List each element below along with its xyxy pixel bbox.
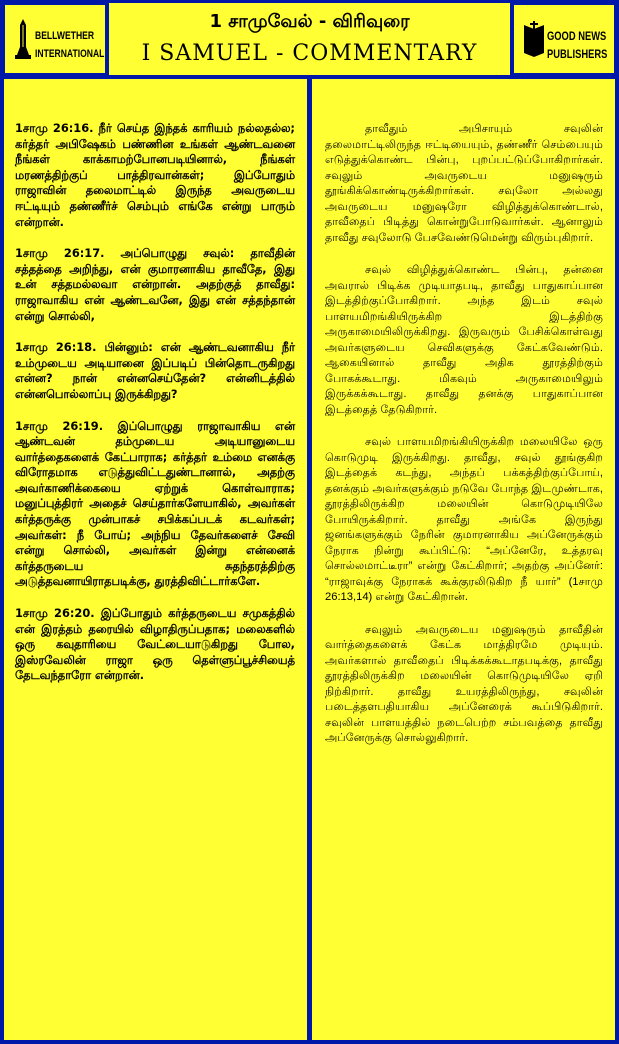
verse-paragraph: 1சாமு 26:20. இப்போதும் கர்த்தருடைய சமுகத்தில் என் இரத்தம் தரையில் விழாதிருப்பதாக; மலைகளில் ஒரு கவுதாரியை வேட்டையாடுகிறது போல, இஸ்ரவேலின் ராஜா ஒரு தெள்ளுப்பூச்சியைத் தேடவந்தாரோ என்றான்.: [15, 606, 295, 683]
verse-paragraph: 1சாமு 26:18. பின்னும்: என் ஆண்டவனாகிய நீர் உம்முடைய அடியானை இப்படிப் பின்தொடருகிறது என்ன? நான் என்னசெய்தேன்? என்னிடத்தில் என்னபொல்லாப்பு இருக்கிறது?: [15, 340, 295, 401]
good-news-line1: GOOD NEWS: [547, 29, 607, 43]
bellwether-logo: [3, 3, 107, 75]
page-title-tamil: 1 சாமுவேல் - விரிவுரை: [209, 11, 410, 32]
bellwether-line2: INTERNATIONAL: [35, 48, 105, 60]
commentary-paragraph: தாவீதும் அபிசாயும் சவுலின் தலைமாட்டிலிருந்த ஈட்டியையும், தண்ணீர் செம்பையும் எடுத்துக்கொண்ட பின்பு, புறப்பட்டுப்போகிறார்கள். சவுலும் அவருடைய மனுஷரும் தூங்கிக்கொண்டிருக்கிறார்கள். சவுலோ அல்லது அவருடைய மனுஷரோ விழித்துக்கொண்டால், தாவீதைப் பிடித்து கொன்றுபோடுவார்கள். ஆனாலும் தாவீது சவுலோடு பேசவேண்டுமென்று விரும்புகிறார்.: [325, 123, 603, 244]
header: [3, 3, 616, 75]
book-icon: [522, 19, 546, 59]
bellwether-line1: BELLWETHER: [35, 30, 95, 42]
title-box: [109, 3, 510, 75]
verse-paragraph: 1சாமு 26:19. இப்பொழுது ராஜாவாகிய என் ஆண்டவன் தம்முடைய அடியானுடைய வார்த்தைகளைக் கேட்பாராக; கர்த்தர் உம்மை எனக்கு விரோதமாக எடுத்துவிட்டதுண்டானால், அதற்கு அவர்காணிக்கையை ஏற்றுக் கொள்வாராக; மனுப்புத்திரர் அதைச் செய்தார்களேயாகில், அவர்கள் கர்த்தருக்கு முன்பாகச் சபிக்கப்படக் கடவர்கள்; அவர்கள்: நீ போய்; அந்நிய தேவர்களைச் சேவி என்று சொல்லி, அவர்கள் இன்று என்னைக் கர்த்தருடைய சுதந்தரத்திற்கு அடுத்தவனாயிராதபடிக்கு, துரத்திவிட்டார்களே.: [15, 418, 295, 589]
verse-paragraph: 1சாமு 26:16. நீர் செய்த இந்தக் காரியம் நல்லதல்ல; கர்த்தர் அபிஷேகம் பண்ணின உங்கள் ஆண்டவனை நீங்கள் காக்காமற்போனபடியினால், நீங்கள் மரணத்திற்குப் பாத்திரவான்கள்; இப்போதும் ராஜாவின் தலைமாட்டில் இருந்த அவருடைய ஈட்டியும் தண்ணீர்ச் செம்பும் எங்கே என்று பாரும் என்றான்.: [15, 121, 295, 229]
commentary-paragraph: சவுல் பாளயமிறங்கியிருக்கிற மலையிலே ஒரு கொடுமுடி இருக்கிறது. தாவீது, சவுல் தூங்குகிற இடத்தைக் கடந்து, அந்தப் பக்கத்திற்குப்போய், தனக்கும் அவர்களுக்கும் நடுவே போந்த இடமுண்டாக, தூரத்திலிருக்கிற மலையின் கொடுமுடியிலே போயிருக்கிறார். தாவீது அங்கே இருந்து ஜனங்களுக்கும் நேரின் குமாரனாகிய அப்னேருக்கும் நேராக நின்று கூப்பிட்டு: “அப்னேரே, உத்தரவு சொல்லமாட்டீரா” என்று கேட்கிறார்; அதற்கு அப்னேர்: “ராஜாவுக்கு நேராகக் கூக்குரலிடுகிற நீ யார்” (1சாமு 26:13,14) என்று கேட்கிறான்.: [325, 436, 603, 603]
good-news-logo: [512, 3, 616, 75]
bellwether-icon: [13, 17, 33, 63]
left-column: [4, 79, 307, 1040]
commentary-paragraph: சவுல் விழித்துக்கொண்ட பின்பு, தன்னை அவரால் பிடிக்க முடியாதபடி, தாவீது பாதுகாப்பான இடத்திற்குப்போகிறார். அந்த இடம் சவுல் பாளயமிறங்கியிருக்கிற இடத்திற்கு அருகாமையிலிருக்கிறது. இருவரும் பேசிக்கொள்வது அவர்களுடைய செவிகளுக்கு கேட்கவேண்டும். ஆகையினால் தாவீது அதிக தூரத்திற்கும் போகக்கூடாது. மிகவும் அருகாமையிலும் இருக்கக்கூடாது. தாவீது தனக்கு பாதுகாப்பான இடத்தைத் தேடுகிறார்.: [325, 264, 603, 416]
page-title-english: I SAMUEL - COMMENTARY: [141, 41, 478, 66]
verse-paragraph: 1சாமு 26:17. அப்பொழுது சவுல்: தாவீதின் சத்தத்தை அறிந்து, என் குமாரனாகிய தாவீதே, இது உன் சத்தமல்லவா என்றான். அதற்குத் தாவீது: ராஜாவாகிய என் ஆண்டவனே, இது என் சத்தந்தான் என்று சொல்லி,: [15, 246, 295, 323]
good-news-line2: PUBLISHERS: [547, 47, 608, 61]
right-column: [312, 79, 615, 1040]
commentary-paragraph: சவுலும் அவருடைய மனுஷரும் தாவீதின் வார்த்தைகளைக் கேட்க மாத்திரமே முடியும். அவர்களால் தாவீதைப் பிடிக்கக்கூடாதபடிக்கு, தாவீது தூரத்திலிருக்கிற மலையின் கொடுமுடியிலே ஏறி நிற்கிறார். தாவீது உயரத்திலிருந்து, சவுலின் படைத்தளபதியாகிய அப்னேரைக் கூப்பிடுகிறார். சவுலின் பாளயத்தில் நடைபெற்ற சம்பவத்தை தாவீது அப்னேருக்கு சொல்லுகிறார்.: [325, 623, 603, 744]
